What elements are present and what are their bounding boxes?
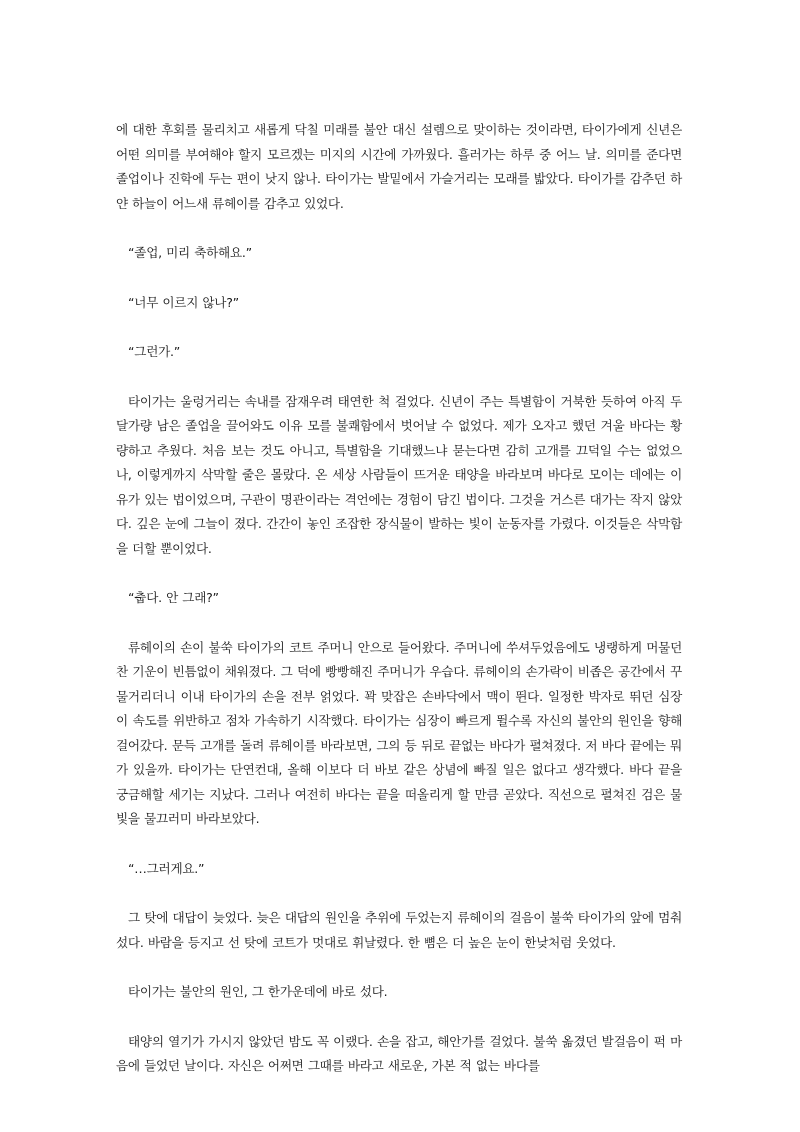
paragraph-3: 류헤이의 손이 불쑥 타이가의 코트 주머니 안으로 들어왔다. 주머니에 쑤셔두었음에도 냉랭하게 머물던 찬 기운이 빈틈없이 채워졌다. 그 덕에 빵빵해진 주머니가 우습다. 류헤이의 손가락이 비좁은 공간에서 꾸물거리더니 이내 타이가의 손을 전부 얽었다. 꽉 맞잡은 손바닥에서 맥이 뛴다. 일정한 박자로 뛰던 심장이 속도를 위반하고 점차 가속하기 시작했다. 타이가는 심장이 빠르게 뛸수록 자신의 불안의 원인을 향해 걸어갔다. 문득 고개를 돌려 류헤이를 바라보면, 그의 등 뒤로 끝없는 바다가 펼쳐졌다. 저 바다 끝에는 뭐가 있을까. 타이가는 단연컨대, 올해 이보다 더 바보 같은 상념에 빠질 일은 없다고 생각했다. 바다 끝을 궁금해할 세기는 지났다. 그러나 여전히 바다는 끝을 떠올리게 할 만큼 곧았다. 직선으로 펼쳐진 검은 물빛을 물끄러미 바라보았다. xyxy=(116,639,682,826)
paragraph-2: 타이가는 울렁거리는 속내를 잠재우려 태연한 척 걸었다. 신년이 주는 특별함이 거북한 듯하여 아직 두 달가량 남은 졸업을 끌어와도 이유 모를 불쾌함에서 벗어날 수 없었다. 제가 오자고 했던 겨울 바다는 황량하고 추웠다. 처음 보는 것도 아니고, 특별함을 기대했느냐 묻는다면 감히 고개를 끄덕일 수는 없었으나, 이렇게까지 삭막할 줄은 몰랐다. 온 세상 사람들이 뜨거운 태양을 바라보며 바다로 모이는 데에는 이유가 있는 법이었으며, 구관이 명관이라는 격언에는 경험이 담긴 법이다. 그것을 거스른 대가는 작지 않았다. 깊은 눈에 그늘이 졌다. 간간이 놓인 조잡한 장식물이 발하는 빛이 눈동자를 가렸다. 이것들은 삭막함을 더할 뿐이었다. xyxy=(116,393,682,556)
dialogue-line-2: “너무 이르지 않나?” xyxy=(128,294,239,310)
dialogue-line-5: “…그러게요.” xyxy=(128,860,205,876)
dialogue-line-3: “그런가.” xyxy=(128,344,181,359)
paragraph-1: 에 대한 후회를 물리치고 새롭게 닥칠 미래를 불안 대신 설렘으로 맞이하는 것이라면, 타이가에게 신년은 어떤 의미를 부여해야 할지 모르겠는 미지의 시간에 가까웠다. 흘러가는 하루 중 어느 날. 의미를 준다면 졸업이나 진학에 두는 편이 낫지 않나. 타이가는 발밑에서 가슬거리는 모래를 밟았다. 타이가를 감추던 하얀 하늘이 어느새 류헤이를 감추고 있었다. xyxy=(116,122,682,211)
paragraph-5: 타이가는 불안의 원인, 그 한가운데에 바로 섰다. xyxy=(128,984,388,999)
paragraph-4: 그 탓에 대답이 늦었다. 늦은 대답의 원인을 추위에 두었는지 류헤이의 걸음이 불쑥 타이가의 앞에 멈춰 섰다. 바람을 등지고 선 탓에 코트가 멋대로 휘날렸다. 한 뼘은 더 높은 눈이 한낮처럼 웃었다. xyxy=(116,910,682,950)
paragraph-6: 태양의 열기가 가시지 않았던 밤도 꼭 이랬다. 손을 잡고, 해안가를 걸었다. 불쑥 옮겼던 발걸음이 퍽 마음에 들었던 날이다. 자신은 어쩌면 그때를 바라고 새로운, 가본 적 없는 바다를 xyxy=(116,1033,682,1073)
dialogue-line-4: “춥다. 안 그래?” xyxy=(128,590,219,605)
document-body xyxy=(116,118,682,1104)
dialogue-line-1: “졸업, 미리 축하해요.” xyxy=(128,245,252,260)
